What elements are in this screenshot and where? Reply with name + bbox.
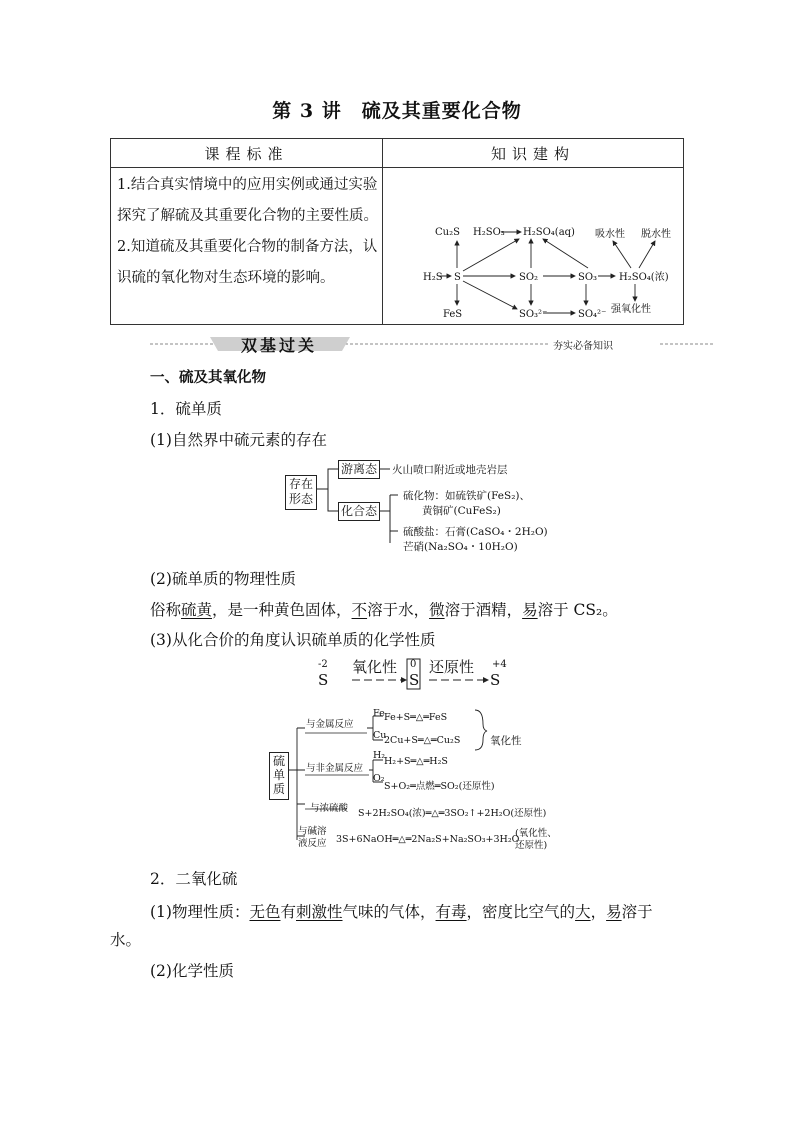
so2-toxic: 有毒	[435, 903, 467, 921]
label-with-metal: 与金属反应	[306, 719, 354, 730]
so2-text-a: (1)物理性质：	[150, 903, 250, 921]
section-heading: 一、硫及其氧化物	[150, 370, 266, 386]
eq-fe: Fe+S═△═FeS	[384, 712, 448, 723]
valence-left-sup: -2	[318, 659, 328, 670]
objective-1: 1.结合真实情境中的应用实例或通过实验探究了解硫及其重要化合物的主要性质。	[117, 177, 378, 224]
map-fes: FeS	[443, 308, 463, 320]
map-dehydrate: 脱水性	[641, 228, 671, 240]
so2-text-c: 有	[280, 903, 296, 921]
phys-text-i: 溶于 CS₂。	[537, 601, 618, 619]
sulfur-root-box: 硫单质	[269, 752, 289, 800]
so2-chemical: (2)化学性质	[150, 962, 234, 980]
free-state-desc: 火山喷口附近或地壳岩层	[392, 464, 508, 476]
so2-water: 水。	[110, 931, 142, 949]
sulfide-line1: 硫化物：如硫铁矿(FeS₂)、	[403, 490, 531, 502]
valence-mid-sup: 0	[410, 659, 417, 670]
sulfate-line2: 芒硝(Na₂SO₄・10H₂O)	[403, 541, 518, 553]
so2-text-k: 溶于	[621, 903, 653, 921]
map-absorb: 吸水性	[595, 228, 625, 240]
page-title: 第 3 讲 硫及其重要化合物	[272, 100, 522, 122]
map-s: S	[454, 271, 461, 283]
valence-diagram	[312, 655, 512, 695]
label-h2: H₂	[373, 750, 386, 761]
so2-physical	[150, 897, 690, 928]
valence-right-s: S	[490, 671, 501, 689]
existence-root-box: 存在形态	[285, 475, 317, 510]
phys-text-c: ，是一种黄色固体，	[212, 601, 352, 619]
phys-sulfur-name: 硫黄	[181, 601, 213, 619]
para-physical: (2)硫单质的物理性质	[150, 570, 296, 588]
banner-title: 双基过关	[240, 336, 317, 355]
valence-reducing: 还原性	[429, 658, 475, 676]
phys-slightly: 微	[429, 601, 445, 619]
phys-text-g: 溶于酒精，	[444, 601, 523, 619]
map-h2so4aq: H₂SO₄(aq)	[523, 226, 575, 238]
valence-oxidizing: 氧化性	[352, 658, 398, 676]
sulfate-line1: 硫酸盐：石膏(CaSO₄・2H₂O)	[403, 526, 548, 538]
knowledge-map-cell	[383, 168, 684, 325]
so2-heavier: 大	[575, 903, 591, 921]
note-base: (氧化性、还原性)	[515, 828, 557, 851]
valence-right-sup: +4	[492, 659, 507, 670]
banner-subtitle: 夯实必备知识	[553, 341, 613, 352]
map-h2so4conc: H₂SO₄(浓)	[619, 271, 669, 283]
so2-easily: 易	[606, 903, 622, 921]
label-fe: Fe	[373, 708, 385, 719]
valence-mid-s: S	[409, 671, 420, 689]
subsection-sulfur: 1．硫单质	[150, 400, 222, 418]
map-oxidizing: 强氧化性	[611, 303, 651, 315]
eq-h2: H₂+S═△═H₂S	[384, 756, 448, 767]
eq-base: 3S+6NaOH═△═2Na₂S+Na₂SO₃+3H₂O	[336, 834, 520, 845]
label-o2: O₂	[373, 773, 385, 784]
label-with-conc-acid: 与浓硫酸	[310, 803, 349, 814]
phys-insoluble: 不	[351, 601, 368, 619]
map-so3: SO₃	[578, 271, 598, 283]
curriculum-table	[110, 138, 684, 325]
label-with-nonmetal: 与非金属反应	[306, 763, 364, 774]
phys-text-a: 俗称	[150, 601, 182, 619]
so2-text-g: ，密度比空气的	[466, 903, 576, 921]
subsection-so2: 2．二氧化硫	[150, 870, 238, 888]
so2-colorless: 无色	[249, 903, 281, 921]
map-so3ion: SO₃²⁻	[519, 308, 548, 320]
header-standards: 课程标准	[111, 139, 383, 168]
objectives-cell	[111, 168, 383, 325]
para-existence: (1)自然界中硫元素的存在	[150, 431, 327, 449]
para-chemical: (3)从化合价的角度认识硫单质的化学性质	[150, 631, 436, 649]
label-with-base: 与碱溶液反应	[298, 826, 327, 849]
map-so2: SO₂	[519, 271, 539, 283]
phys-text-e: 溶于水，	[367, 601, 430, 619]
map-so4ion: SO₄²⁻	[578, 308, 607, 320]
eq-o2: S+O₂═点燃═SO₂(还原性)	[384, 781, 495, 792]
label-cu: Cu	[373, 730, 387, 741]
map-h2s: H₂S	[423, 271, 443, 283]
map-cu2s: Cu₂S	[435, 226, 460, 238]
map-h2so3: H₂SO₃	[473, 226, 505, 238]
eq-cu: 2Cu+S═△═Cu₂S	[384, 735, 461, 746]
so2-text-i: ，	[590, 903, 607, 921]
knowledge-map-diagram	[383, 169, 683, 324]
label-oxidizing: 氧化性	[490, 735, 522, 747]
combined-state-box: 化合态	[338, 502, 380, 521]
sulfide-line2: 黄铜矿(CuFeS₂)	[422, 505, 501, 517]
objective-2: 2.知道硫及其重要化合物的制备方法，认识硫的氧化物对生态环境的影响。	[117, 239, 378, 286]
free-state-box: 游离态	[338, 460, 380, 479]
phys-easily: 易	[522, 601, 538, 619]
physical-properties	[150, 598, 618, 620]
eq-acid: S+2H₂SO₄(浓)═△═3SO₂↑+2H₂O(还原性)	[358, 808, 547, 819]
header-knowledge: 知识建构	[383, 139, 684, 168]
valence-left-s: S	[318, 671, 329, 689]
so2-text-e: 气味的气体，	[342, 903, 436, 921]
so2-pungent: 刺激性	[296, 903, 343, 921]
